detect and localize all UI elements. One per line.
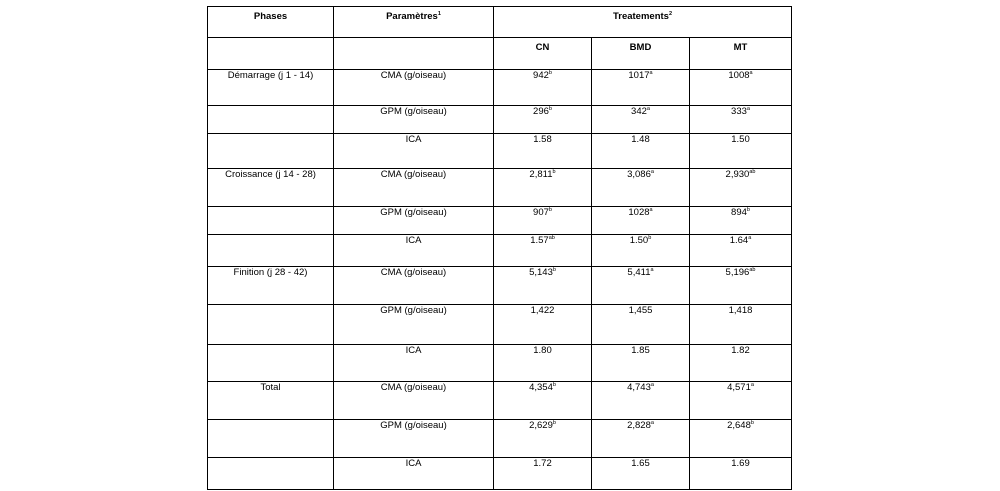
value-cell-cn: 1,422	[494, 305, 592, 345]
phase-cell	[208, 134, 334, 169]
value-cell-cn: 907$^b$	[494, 207, 592, 235]
value-cell-cn: 5,143$^b$	[494, 267, 592, 305]
value-cell-bmd: 5,411$^a$	[592, 267, 690, 305]
header-treatments: Treatements$^2$	[494, 7, 792, 38]
parameter-cell: CMA (g/oiseau)	[334, 267, 494, 305]
table-row	[208, 458, 792, 490]
value-cell-cn: 2,629$^b$	[494, 420, 592, 458]
value-cell-bmd: 1.50$^b$	[592, 235, 690, 267]
significance-letter: a	[649, 206, 653, 213]
value-cell-bmd: 3,086$^a$	[592, 169, 690, 207]
significance-letter: ab	[749, 266, 756, 273]
value-cell-mt: 1008$^a$	[690, 70, 792, 106]
value-cell-bmd: 342$^a$	[592, 106, 690, 134]
header-empty-parametres	[334, 38, 494, 70]
parameter-cell: GPM (g/oiseau)	[334, 420, 494, 458]
phase-cell	[208, 235, 334, 267]
value-cell-cn: 1.58	[494, 134, 592, 169]
table-row	[208, 345, 792, 382]
parameter-cell: ICA	[334, 458, 494, 490]
header-empty-phases	[208, 38, 334, 70]
parameter-cell: CMA (g/oiseau)	[334, 70, 494, 106]
parameter-cell: GPM (g/oiseau)	[334, 305, 494, 345]
value-cell-mt: 1.64$^a$	[690, 235, 792, 267]
parameter-cell: CMA (g/oiseau)	[334, 382, 494, 420]
significance-letter: b	[648, 234, 652, 241]
value-cell-mt: 2,930$^{ab}$	[690, 169, 792, 207]
table-row	[208, 134, 792, 169]
table-row	[208, 70, 792, 106]
table-row	[208, 207, 792, 235]
significance-letter: a	[749, 69, 753, 76]
phase-cell	[208, 305, 334, 345]
phase-cell: Finition (j 28 - 42)	[208, 267, 334, 305]
significance-letter: a	[649, 69, 653, 76]
header-phases: Phases	[208, 7, 334, 38]
significance-letter: b	[548, 206, 552, 213]
significance-letter: b	[552, 168, 556, 175]
significance-letter: a	[650, 168, 654, 175]
value-cell-mt: 1,418	[690, 305, 792, 345]
parameter-cell: ICA	[334, 345, 494, 382]
header-col-cn: CN	[494, 38, 592, 70]
parameter-cell: GPM (g/oiseau)	[334, 106, 494, 134]
value-cell-cn: 1.57$^{ab}$	[494, 235, 592, 267]
phase-cell	[208, 345, 334, 382]
value-cell-bmd: 1.85	[592, 345, 690, 382]
value-cell-cn: 2,811$^b$	[494, 169, 592, 207]
value-cell-mt: 2,648$^b$	[690, 420, 792, 458]
significance-letter: a	[650, 419, 654, 426]
value-cell-cn: 1.72	[494, 458, 592, 490]
value-cell-bmd: 1.48	[592, 134, 690, 169]
phase-cell	[208, 106, 334, 134]
value-cell-bmd: 2,828$^a$	[592, 420, 690, 458]
significance-letter: a	[748, 234, 752, 241]
value-cell-mt: 4,571$^a$	[690, 382, 792, 420]
significance-letter: b	[552, 381, 556, 388]
phase-cell	[208, 420, 334, 458]
value-cell-bmd: 1017$^a$	[592, 70, 690, 106]
value-cell-bmd: 4,743$^a$	[592, 382, 690, 420]
table-row	[208, 420, 792, 458]
value-cell-cn: 1.80	[494, 345, 592, 382]
phase-cell: Démarrage (j 1 - 14)	[208, 70, 334, 106]
significance-letter: a	[750, 381, 754, 388]
significance-letter: b	[746, 206, 750, 213]
significance-letter: b	[552, 266, 556, 273]
value-cell-mt: 5,196$^{ab}$	[690, 267, 792, 305]
header-col-mt: MT	[690, 38, 792, 70]
significance-letter: a	[650, 266, 654, 273]
phase-cell: Croissance (j 14 - 28)	[208, 169, 334, 207]
table-row	[208, 106, 792, 134]
significance-letter: b	[750, 419, 754, 426]
parameter-cell: ICA	[334, 235, 494, 267]
value-cell-mt: 1.50	[690, 134, 792, 169]
significance-letter: b	[548, 105, 552, 112]
table-body	[208, 70, 792, 490]
value-cell-mt: 894$^b$	[690, 207, 792, 235]
table-row	[208, 169, 792, 207]
phase-cell: Total	[208, 382, 334, 420]
value-cell-bmd: 1028$^a$	[592, 207, 690, 235]
parameter-cell: GPM (g/oiseau)	[334, 207, 494, 235]
significance-letter: a	[646, 105, 650, 112]
phase-cell	[208, 458, 334, 490]
phase-cell	[208, 207, 334, 235]
significance-letter: ab	[749, 168, 756, 175]
significance-letter: a	[650, 381, 654, 388]
table-row	[208, 267, 792, 305]
value-cell-bmd: 1,455	[592, 305, 690, 345]
value-cell-cn: 4,354$^b$	[494, 382, 592, 420]
header-col-bmd: BMD	[592, 38, 690, 70]
table-row	[208, 305, 792, 345]
significance-letter: a	[746, 105, 750, 112]
table-row	[208, 382, 792, 420]
value-cell-bmd: 1.65	[592, 458, 690, 490]
parameter-cell: ICA	[334, 134, 494, 169]
parameter-cell: CMA (g/oiseau)	[334, 169, 494, 207]
significance-letter: ab	[548, 234, 555, 241]
value-cell-cn: 942$^b$	[494, 70, 592, 106]
significance-letter: b	[552, 419, 556, 426]
table-row	[208, 235, 792, 267]
header-parametres: Paramètres$^1$	[334, 7, 494, 38]
results-table	[207, 6, 792, 490]
significance-letter: b	[548, 69, 552, 76]
value-cell-mt: 1.82	[690, 345, 792, 382]
value-cell-mt: 1.69	[690, 458, 792, 490]
value-cell-mt: 333$^a$	[690, 106, 792, 134]
value-cell-cn: 296$^b$	[494, 106, 592, 134]
